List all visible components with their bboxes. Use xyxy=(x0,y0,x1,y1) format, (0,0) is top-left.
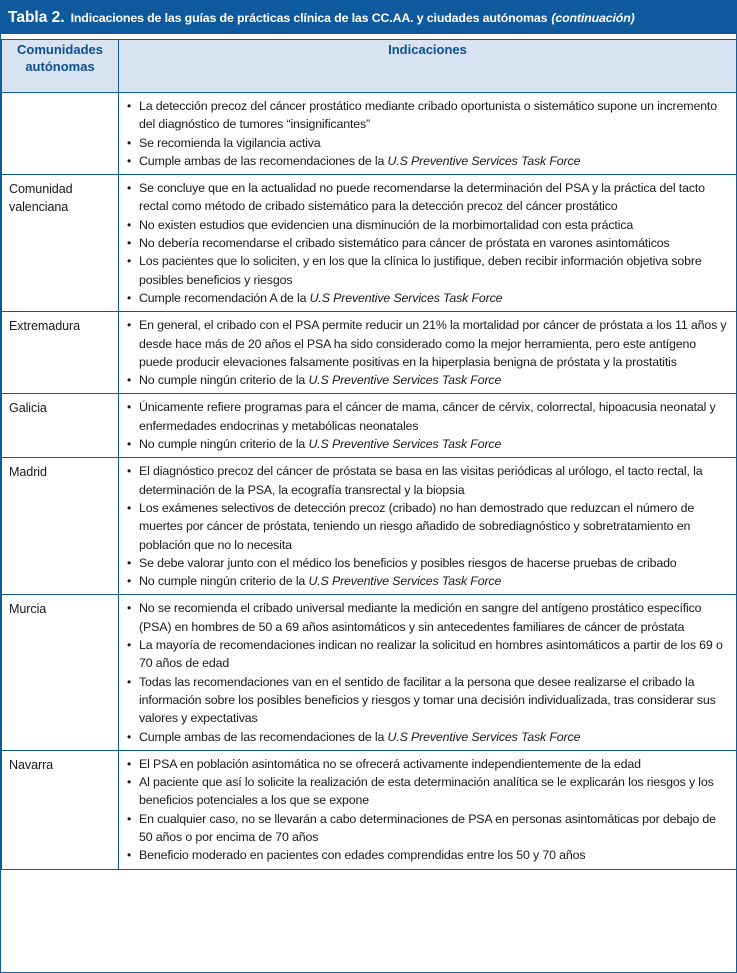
indication-text: El PSA en población asintomática no se ofrecerá activamente independientemente de la edad xyxy=(139,756,641,771)
table-row xyxy=(2,394,737,458)
community-cell: Madrid xyxy=(2,458,119,595)
indication-text: No se recomienda el cribado universal mediante la medición en sangre del antígeno prostático específico (PSA) en hombres de 50 a 69 años asintomáticos y sin antecedentes familiares de cáncer de próstata xyxy=(139,601,702,634)
indication-reference: U.S Preventive Services Task Force xyxy=(309,290,503,305)
indication-text: No debería recomendarse el cribado sistemático para cáncer de próstata en varones asintomáticos xyxy=(139,236,670,251)
indication-item xyxy=(127,152,728,170)
community-cell: Murcia xyxy=(2,595,119,750)
indication-reference: U.S Preventive Services Task Force xyxy=(308,437,502,452)
indication-item xyxy=(127,179,728,216)
indication-item xyxy=(127,755,728,773)
indication-item xyxy=(127,728,728,746)
bullet-icon: • xyxy=(127,99,132,113)
indication-text: Los exámenes selectivos de detección precoz (cribado) no han demostrado que reduzcan el número de muertes por cáncer de próstata, teniendo un riesgo añadido de sobrediagnóstico y sobretratamiento en población que no lo necesita xyxy=(139,500,695,552)
indication-text: Cumple ambas de las recomendaciones de la xyxy=(139,153,388,168)
indication-item xyxy=(127,316,728,371)
indication-reference: U.S Preventive Services Task Force xyxy=(308,574,502,589)
indication-item xyxy=(127,234,728,252)
table-title-bar xyxy=(1,1,736,34)
indication-reference: U.S Preventive Services Task Force xyxy=(387,729,581,744)
table-row xyxy=(2,595,737,750)
indications-list xyxy=(127,755,728,865)
indication-text: Todas las recomendaciones van en el sentido de facilitar a la persona que desee realizarse el cribado la información sobre los posibles beneficios y riesgos y tomar una decisión individualizada, tras considerar sus valores y expectativas xyxy=(139,674,716,726)
indication-text: La detección precoz del cáncer prostático mediante cribado oportunista o sistemático supone un incremento del diagnóstico de tumores “insignificantes” xyxy=(139,99,717,132)
indication-text: No cumple ningún criterio de la xyxy=(139,437,309,452)
bullet-icon: • xyxy=(127,756,132,771)
indication-text: Se debe valorar junto con el médico los beneficios y posibles riesgos de hacerse pruebas de cribado xyxy=(139,555,677,570)
indication-item xyxy=(127,289,728,307)
bullet-icon: • xyxy=(127,181,132,196)
indication-text: No existen estudios que evidencien una disminución de la morbimortalidad con esta práctica xyxy=(139,217,634,232)
bullet-icon: • xyxy=(127,638,132,653)
indication-text: No cumple ningún criterio de la xyxy=(139,373,309,388)
indications-cell xyxy=(119,595,737,750)
table-row xyxy=(2,312,737,394)
indication-item xyxy=(127,398,728,435)
indication-item xyxy=(127,462,728,499)
table-row xyxy=(2,458,737,595)
table-title: Indicaciones de las guías de prácticas clínica de las CC.AA. y ciudades autónomas xyxy=(70,10,548,25)
indications-list xyxy=(127,97,728,170)
indication-item xyxy=(127,97,728,134)
indication-item xyxy=(127,773,728,810)
community-cell: Galicia xyxy=(2,394,119,458)
indication-item xyxy=(127,636,728,673)
indication-text: En cualquier caso, no se llevarán a cabo determinaciones de PSA en personas asintomáticas por debajo de 50 años o por encima de 70 años xyxy=(139,811,716,844)
table-row xyxy=(2,175,737,312)
column-header-communities-line1: Comunidades xyxy=(17,42,103,57)
column-header-communities xyxy=(2,40,119,93)
indication-item xyxy=(127,216,728,234)
table-continuation: (continuación) xyxy=(551,10,635,25)
indication-item xyxy=(127,435,728,453)
indications-cell xyxy=(119,394,737,458)
indication-text: La mayoría de recomendaciones indican no realizar la solicitud en hombres asintomáticos a partir de los 69 o 70 años de edad xyxy=(139,638,723,671)
bullet-icon: • xyxy=(127,464,132,479)
column-header-communities-line2: autónomas xyxy=(25,59,95,74)
community-cell: Extremadura xyxy=(2,312,119,394)
indications-cell xyxy=(119,458,737,595)
indications-list xyxy=(127,179,728,307)
indication-text: Al paciente que así lo solicite la realización de esta determinación analítica se le explicarán los riesgos y los beneficios potenciales a los que se expone xyxy=(139,775,714,808)
community-cell: Navarra xyxy=(2,750,119,869)
bullet-icon: • xyxy=(127,574,132,589)
bullet-icon: • xyxy=(127,555,132,570)
table-body xyxy=(2,93,737,870)
indication-item xyxy=(127,810,728,847)
indication-item xyxy=(127,134,728,152)
bullet-icon: • xyxy=(127,848,132,863)
indication-item xyxy=(127,572,728,590)
indication-item xyxy=(127,599,728,636)
bullet-icon: • xyxy=(127,601,132,616)
indication-text: Se concluye que en la actualidad no puede recomendarse la determinación del PSA y la práctica del tacto rectal como método de cribado sistemático para la detección precoz del cáncer prostático xyxy=(139,181,705,214)
bullet-icon: • xyxy=(127,217,132,232)
indication-item xyxy=(127,371,728,389)
indication-text: Cumple recomendación A de la xyxy=(139,290,310,305)
indication-text: No cumple ningún criterio de la xyxy=(139,574,309,589)
community-cell xyxy=(2,93,119,175)
bullet-icon: • xyxy=(127,254,132,269)
indications-list xyxy=(127,599,728,745)
indication-text: Se recomienda la vigilancia activa xyxy=(139,135,321,150)
indication-reference: U.S Preventive Services Task Force xyxy=(308,373,502,388)
indications-list xyxy=(127,398,728,453)
bullet-icon: • xyxy=(127,153,132,168)
indication-text: En general, el cribado con el PSA permite reducir un 21% la mortalidad por cáncer de próstata a los 11 años y desde hace más de 20 años el PSA ha sido considerado como la mejor herramienta, pero este antígeno puede producir elevaciones falsamente positivas en la hiperplasia benigna de próstata y la prostatitis xyxy=(139,318,727,369)
bullet-icon: • xyxy=(127,500,132,515)
community-cell: Comunidad valenciana xyxy=(2,175,119,312)
indications-cell xyxy=(119,750,737,869)
bullet-icon: • xyxy=(127,674,132,689)
bullet-icon: • xyxy=(127,290,132,305)
indication-text: Los pacientes que lo soliciten, y en los que la clínica lo justifique, deben recibir información objetiva sobre posibles beneficios y riesgos xyxy=(139,254,702,287)
indication-text: Beneficio moderado en pacientes con edades comprendidas entre los 50 y 70 años xyxy=(139,848,586,863)
indication-text: Cumple ambas de las recomendaciones de la xyxy=(139,729,388,744)
indication-text: El diagnóstico precoz del cáncer de próstata se basa en las visitas periódicas al urólogo, el tacto rectal, la determinación de la PSA, la ecografía transrectal y la biopsia xyxy=(139,464,703,497)
indications-cell xyxy=(119,312,737,394)
bullet-icon: • xyxy=(127,318,132,333)
bullet-icon: • xyxy=(127,729,132,744)
table-header-row xyxy=(2,40,737,93)
indication-item xyxy=(127,846,728,864)
bullet-icon: • xyxy=(127,811,132,826)
indications-table xyxy=(1,39,737,870)
indications-list xyxy=(127,316,728,389)
bullet-icon: • xyxy=(127,135,132,150)
indication-text: Únicamente refiere programas para el cáncer de mama, cáncer de cérvix, colorrectal, hipoacusia neonatal y enfermedades endocrinas y metabólicas neonatales xyxy=(139,400,716,433)
table-row xyxy=(2,750,737,869)
indications-cell xyxy=(119,175,737,312)
indication-reference: U.S Preventive Services Task Force xyxy=(387,153,581,168)
table-number: Tabla 2. xyxy=(8,8,65,26)
bullet-icon: • xyxy=(127,236,132,251)
indication-item xyxy=(127,499,728,554)
bullet-icon: • xyxy=(127,775,132,790)
indication-item xyxy=(127,252,728,289)
bullet-icon: • xyxy=(127,373,132,388)
column-header-indications: Indicaciones xyxy=(119,40,737,93)
indications-list xyxy=(127,462,728,590)
indication-item xyxy=(127,554,728,572)
bullet-icon: • xyxy=(127,437,132,452)
table-row xyxy=(2,93,737,175)
bullet-icon: • xyxy=(127,400,132,415)
indications-cell xyxy=(119,93,737,175)
indication-item xyxy=(127,673,728,728)
